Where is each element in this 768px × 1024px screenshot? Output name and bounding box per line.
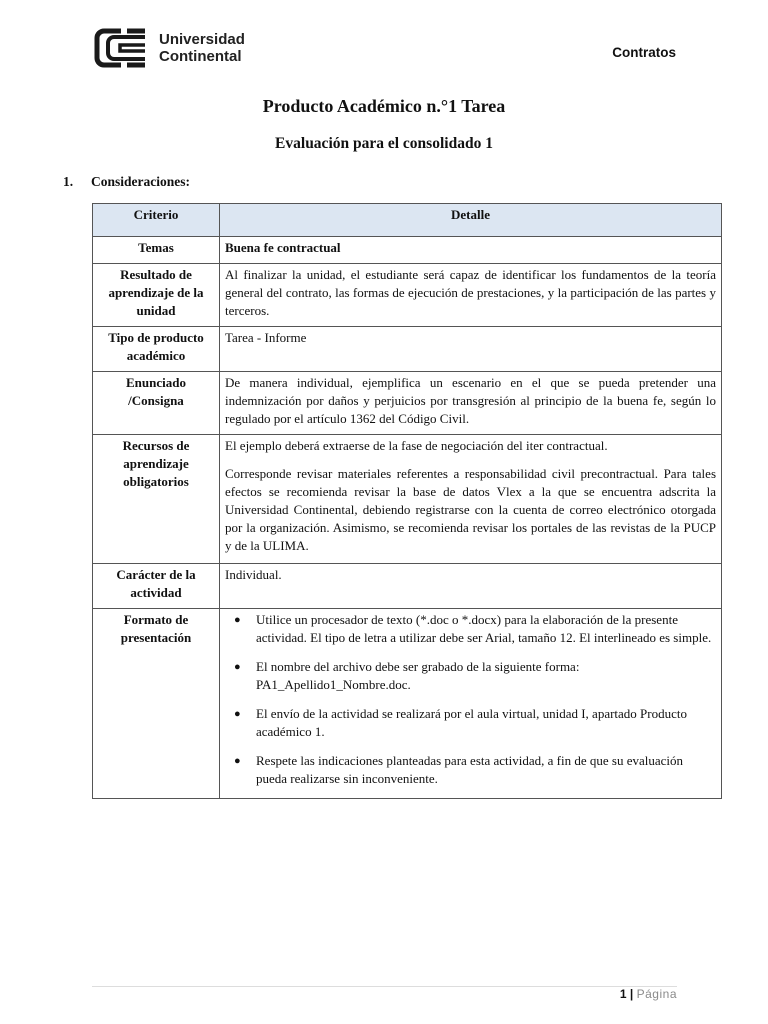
- header-detalle: Detalle: [220, 204, 722, 237]
- bullet-text: El nombre del archivo debe ser grabado de la siguiente forma: PA1_Apellido1_Nombre.doc.: [256, 659, 580, 692]
- section-title: Consideraciones:: [91, 174, 190, 189]
- recursos-paragraph-1: El ejemplo deberá extraerse de la fase de negociación del iter contractual.: [225, 438, 608, 453]
- list-item: [225, 705, 716, 741]
- document-subtitle: Evaluación para el consolidado 1: [275, 135, 493, 152]
- logo-line-1: Universidad: [159, 31, 245, 48]
- row-value-resultado: Al finalizar la unidad, el estudiante será capaz de identificar los fundamentos de la teoría general del contrato, las formas de ejecución de prestaciones, y la participación de las partes y terceros.: [220, 264, 722, 327]
- table-row: [93, 327, 722, 372]
- table-row: [93, 372, 722, 435]
- footer-separator: |: [629, 987, 634, 1001]
- logo-wordmark: [159, 31, 245, 65]
- row-value-recursos: [220, 435, 722, 564]
- page-label: Página: [636, 987, 677, 1001]
- row-value-enunciado: De manera individual, ejemplifica un escenario en el que se pueda pretender una indemnización por daños y perjuicios por transgresión al principio de la buena fe, según lo regulado por el artículo 1362 del Código Civil.: [220, 372, 722, 435]
- row-label-temas: Temas: [93, 237, 220, 264]
- table-row: [93, 435, 722, 564]
- row-label-caracter: Carácter de la actividad: [93, 564, 220, 609]
- row-label-tipo: Tipo de producto académico: [93, 327, 220, 372]
- row-value-formato: [220, 609, 722, 799]
- document-title: Producto Académico n.°1 Tarea: [262, 96, 506, 116]
- page-header: [92, 24, 676, 76]
- list-item: [225, 658, 716, 694]
- bullet-text: Utilice un procesador de texto (*.doc o *.docx) para la elaboración de la presente actividad. El tipo de letra a utilizar debe ser Arial, tamaño 12. El interlineado es simple.: [256, 612, 712, 645]
- row-label-enunciado: Enunciado /Consigna: [93, 372, 220, 435]
- header-course-title: Contratos: [612, 45, 676, 60]
- row-value-caracter: Individual.: [220, 564, 722, 609]
- section-heading: [63, 174, 190, 190]
- bullet-icon: ●: [234, 614, 241, 626]
- row-label-recursos: Recursos de aprendizaje obligatorios: [93, 435, 220, 564]
- row-label-resultado: Resultado de aprendizaje de la unidad: [93, 264, 220, 327]
- page-number: 1: [619, 987, 627, 1001]
- format-bullet-list: [225, 611, 716, 788]
- table-row: [93, 237, 722, 264]
- footer-divider: [92, 986, 677, 987]
- list-item: [225, 752, 716, 788]
- page-footer: [620, 987, 677, 1001]
- bullet-icon: ●: [234, 755, 241, 767]
- row-value-tipo: Tarea - Informe: [220, 327, 722, 372]
- university-logo: [92, 26, 245, 70]
- continental-c-logo-icon: [92, 26, 150, 70]
- logo-line-2: Continental: [159, 48, 242, 65]
- row-value-temas: Buena fe contractual: [220, 237, 722, 264]
- considerations-table: [92, 203, 722, 799]
- table-header-row: [93, 204, 722, 237]
- recursos-paragraph-2: Corresponde revisar materiales referentes a responsabilidad civil precontractual. Para tales efectos se recomienda revisar la base de datos Vlex a la que se encuentra adscrita la Universidad Continental, debiendo registrarse con la cuenta de correo electrónico otorgada por la organización. Asimismo, se recomienda revisar los portales de las revistas de la PUCP y de la ULIMA.: [225, 466, 716, 553]
- bullet-icon: ●: [234, 708, 241, 720]
- bullet-text: El envío de la actividad se realizará por el aula virtual, unidad I, apartado Producto académico 1.: [256, 706, 687, 739]
- bullet-text: Respete las indicaciones planteadas para esta actividad, a fin de que su evaluación pueda realizarse sin inconveniente.: [256, 753, 684, 786]
- section-number: 1.: [63, 174, 74, 189]
- table-row: [93, 564, 722, 609]
- row-label-formato: Formato de presentación: [93, 609, 220, 799]
- bullet-icon: ●: [234, 661, 241, 673]
- table-row: [93, 264, 722, 327]
- header-criterio: Criterio: [93, 204, 220, 237]
- table-row: [93, 609, 722, 799]
- list-item: [225, 611, 716, 647]
